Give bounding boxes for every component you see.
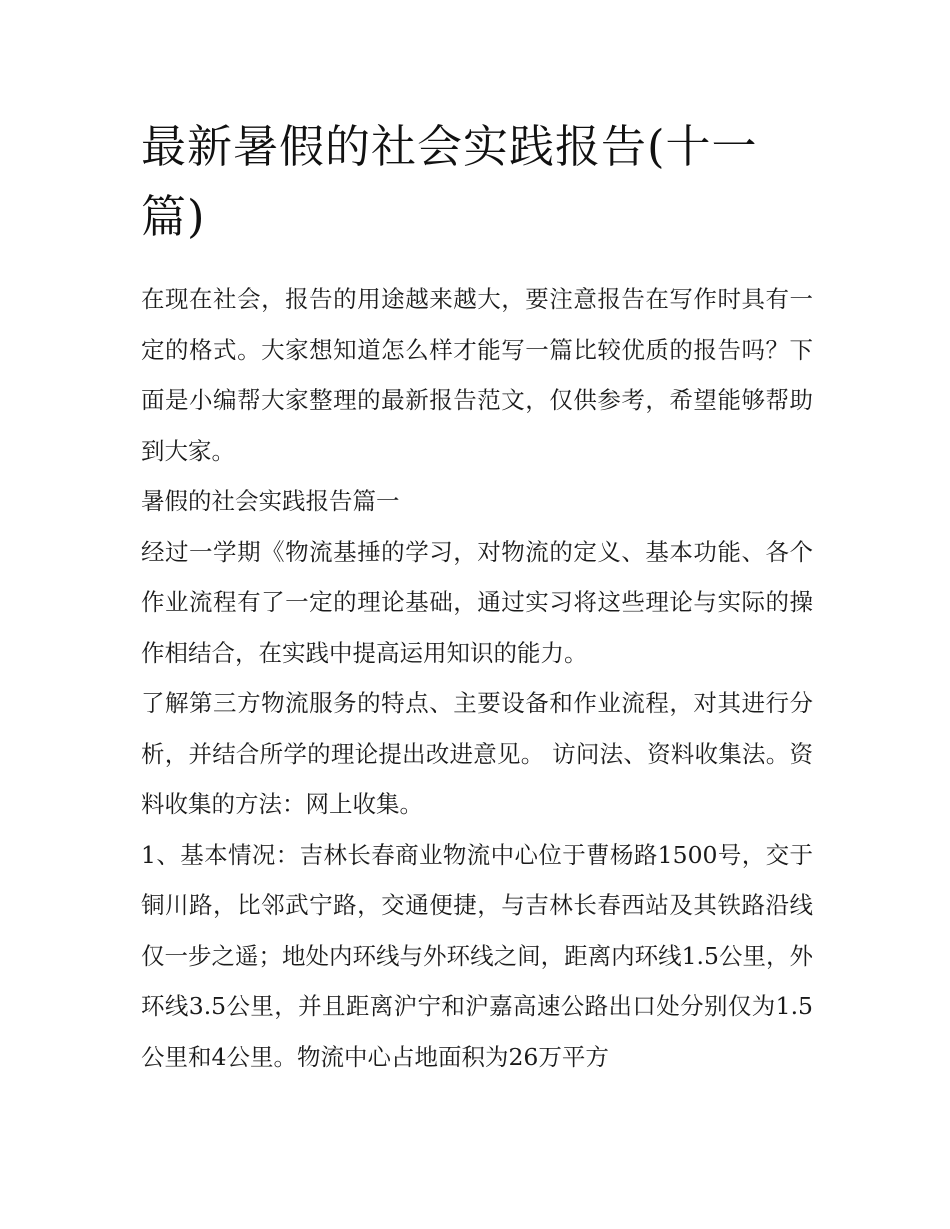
body-paragraph: 1、基本情况：吉林长春商业物流中心位于曹杨路1500号，交于铜川路，比邻武宁路，交通便捷，与吉林长春西站及其铁路沿线仅一步之遥；地处内环线与外环线之间，距离内环线1.5公里，外环线3.5公里，并且距离沪宁和沪嘉高速公路出口处分别仅为1.5公里和4公里。物流中心占地面积为26万平方 [141,840,813,1071]
document-page [141,112,813,1082]
document-title: 最新暑假的社会实践报告(十一篇) [141,120,758,243]
body-paragraph: 经过一学期《物流基捶的学习，对物流的定义、基本功能、各个作业流程有了一定的理论基础，通过实习将这些理论与实际的操作相结合，在实践中提高运用知识的能力。 [141,537,813,667]
intro-paragraph: 在现在社会，报告的用途越来越大，要注意报告在写作时具有一定的格式。大家想知道怎么样才能写一篇比较优质的报告吗？下面是小编帮大家整理的最新报告范文，仅供参考，希望能够帮助到大家。 [141,285,813,465]
body-paragraph: 了解第三方物流服务的特点、主要设备和作业流程，对其进行分析，并结合所学的理论提出改进意见。 访问法、资料收集法。资料收集的方法：网上收集。 [141,689,813,818]
document-body [141,274,813,1082]
section-heading: 暑假的社会实践报告篇一 [141,487,400,515]
